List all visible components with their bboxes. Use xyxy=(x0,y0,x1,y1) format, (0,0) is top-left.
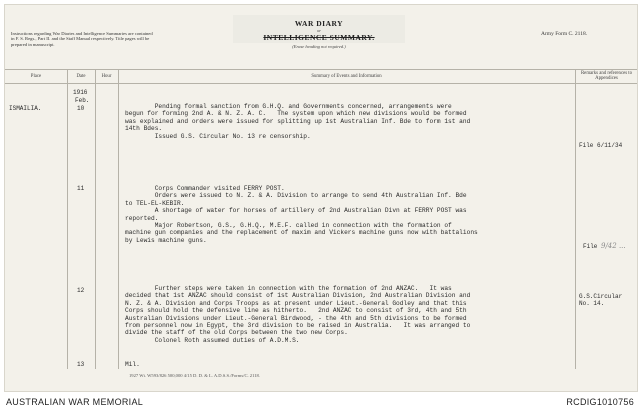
rule-date-hour xyxy=(95,69,96,369)
col-header-place: Place xyxy=(30,74,42,79)
instructions-note: Instructions regarding War Diaries and Intelligence Summaries are contained in F. S. Regs., Part II. and the Staff Manual respectively. Title pages will be prepared in manuscript. xyxy=(11,31,153,47)
entry-text: Mil. xyxy=(125,361,140,368)
entry-place: ISMAILIA. xyxy=(9,105,42,112)
entry-month: Feb. xyxy=(75,97,90,104)
entry-day: 12 xyxy=(77,287,85,294)
printer-imprint: 1927 Wt. W593/826 500,000 4/15 D. D. & L. A.D.S.S./Forms/C. 2118. xyxy=(129,373,260,378)
archive-record-id: RCDIG1010756 xyxy=(566,397,634,407)
army-form-number: Army Form C. 2118. xyxy=(541,31,588,37)
col-header-date: Date xyxy=(76,74,86,79)
entry-remark: File xyxy=(583,243,598,250)
rule-summary-remarks xyxy=(575,69,576,369)
handwritten-remark: 9/42 ... xyxy=(601,242,626,250)
entry-day: 10 xyxy=(77,105,85,112)
entry-text: Further steps were taken in connection with the formation of 2nd ANZAC. It was decided that 1st ANZAC should consist of 1st Australian Division, 2nd Australian Division and N. Z. & A. Division and Corps Troops as at present under Lieut.-General Godley and that this Corps should hold the defensive line as hitherto. 2nd ANZAC to consist of 3rd, 4th and 5th Australian Divisions under Lieut.-General Birdwood, - the 4th and 5th divisions to be formed from personnel now in Egypt, the 3rd division to be raised in Australia. It was arranged to divide the staff of the old Corps between the two new Corps. Colonel Roth assumed duties of A.D.M.S. xyxy=(125,285,471,344)
war-diary-page xyxy=(4,4,638,392)
entry-text: Corps Commander visited FERRY POST. Orders were issued to N. Z. & A. Division to arrange to send 4th Australian Inf. Bde to TEL-EL-KEBIR. A shortage of water for horses of artillery of 2nd Australian Divn at FERRY POST was reported. Major Robertson, G.S., G.H.Q., M.E.F. called in connection with the formation of machine gun companies and the replacement of maxim and Vickers machine guns now with battalions by Lewis machine guns. xyxy=(125,185,478,244)
table-top-rule xyxy=(5,69,637,70)
col-header-summary: Summary of Events and Information xyxy=(311,74,382,79)
entry-remark: File 6/11/34 xyxy=(579,142,623,149)
erase-heading-note: (Erase heading not required.) xyxy=(292,44,346,49)
entry-day: 13 xyxy=(77,361,85,368)
entry-day: 11 xyxy=(77,185,85,192)
entry-year: 1916 xyxy=(73,89,88,96)
rule-hour-summary xyxy=(118,69,119,369)
title-intelligence-summary: INTELLIGENCE SUMMARY. xyxy=(263,33,375,42)
header-bottom-rule xyxy=(5,83,637,84)
archive-name: AUSTRALIAN WAR MEMORIAL xyxy=(6,397,144,407)
title-war-diary: WAR DIARY xyxy=(294,19,344,28)
col-header-remarks: Remarks and references to Appendices xyxy=(580,71,632,81)
rule-place-date xyxy=(67,69,68,369)
title-or: or xyxy=(316,28,321,33)
entry-text: Pending formal sanction from G.H.Q. and Governments concerned, arrangements were begun for forming 2nd A. & N. Z. A. C. The system upon which new divisions would be formed was explained and orders were issued for splitting up 1st Australian Inf. Bde to form 1st and 14th Bdes. Issued G.S. Circular No. 13 re censorship. xyxy=(125,103,471,140)
entry-remark: G.S.Circular No. 14. xyxy=(579,293,623,308)
col-header-hour: Hour xyxy=(101,74,112,79)
